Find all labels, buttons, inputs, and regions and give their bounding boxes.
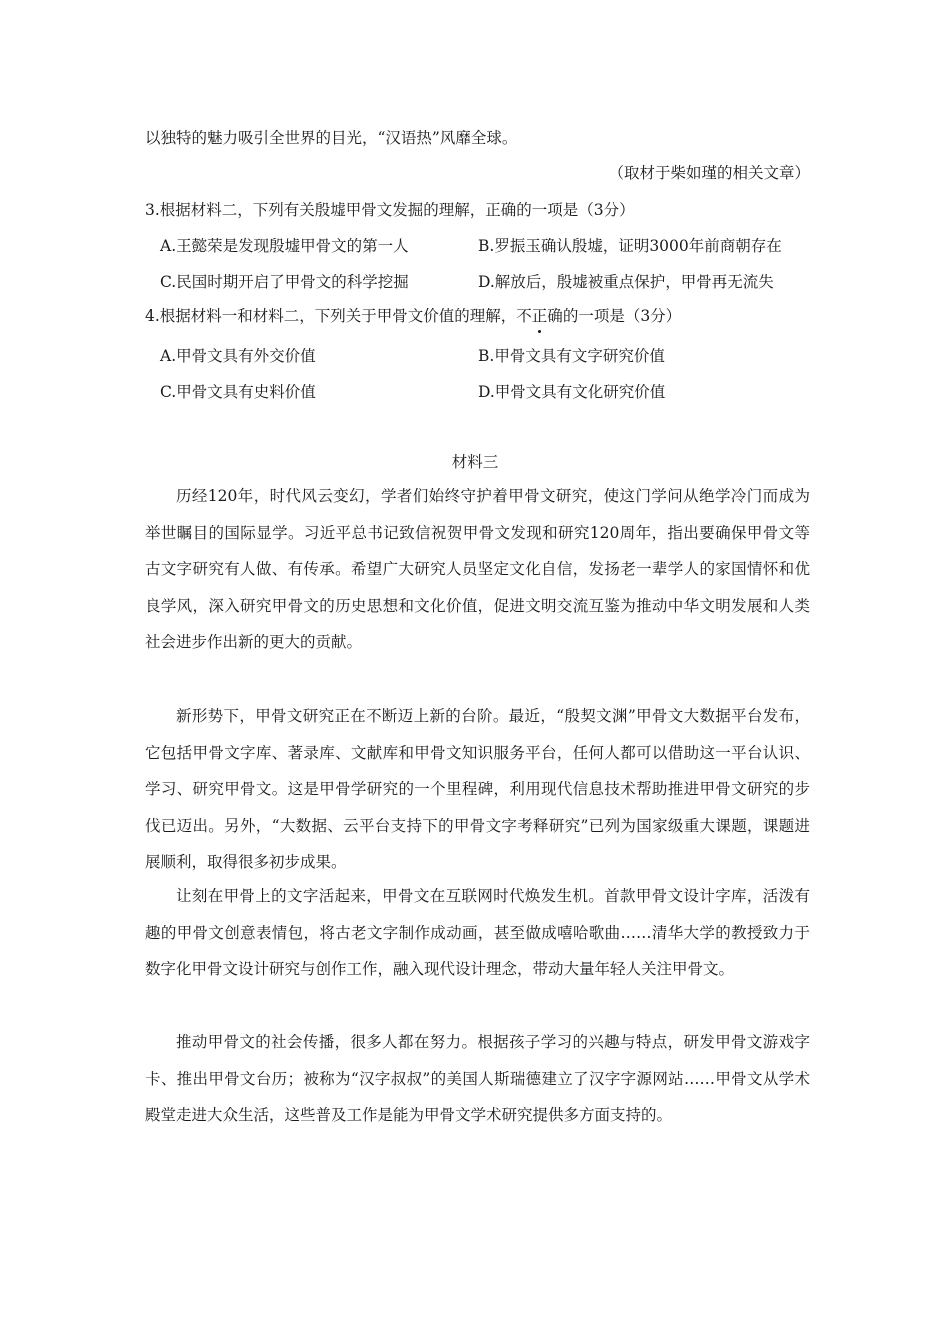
- source-note: （取材于柴如瑾的相关文章）: [608, 164, 810, 182]
- material-3-paragraph-4: 推动甲骨文的社会传播，很多人都在努力。根据孩子学习的兴趣与特点，研发甲骨文游戏字卡、推出甲骨文台历；被称为“汉字叔叔”的美国人斯瑞德建立了汉字字源网站……甲骨文从学术殿堂走进大众生活，这些普及工作是能为甲骨文学术研究提供多方面支持的。: [145, 1033, 810, 1124]
- question-3-option-d: D.解放后，殷墟被重点保护，甲骨再无流失: [478, 273, 774, 291]
- material-3-paragraph-3: 让刻在甲骨上的文字活起来，甲骨文在互联网时代焕发生机。首款甲骨文设计字库，活泼有趣的甲骨文创意表情包，将古老文字制作成动画，甚至做成嘻哈歌曲……清华大学的教授致力于数字化甲骨文设计研究与创作工作，融入现代设计理念，带动大量年轻人关注甲骨文。: [145, 887, 810, 978]
- question-3-option-c: C.民国时期开启了甲骨文的科学挖掘: [160, 273, 409, 291]
- question-4-stem-suffix: 的一项是（3分）: [562, 307, 682, 325]
- question-4-option-b: B.甲骨文具有文字研究价值: [478, 347, 665, 365]
- material-3-paragraph-2: 新形势下，甲骨文研究正在不断迈上新的台阶。最近，“殷契文渊”甲骨文大数据平台发布，它包括甲骨文字库、著录库、文献库和甲骨文知识服务平台，任何人都可以借助这一平台认识、学习、研究甲骨文。这是甲骨学研究的一个里程碑，利用现代信息技术帮助推进甲骨文研究的步伐已迈出。另外，“大数据、云平台支持下的甲骨文字考释研究”已列为国家级重大课题，课题进展顺利，取得很多初步成果。: [145, 707, 810, 871]
- material-3-paragraph-1: 历经120年，时代风云变幻，学者们始终守护着甲骨文研究，使这门学问从绝学冷门而成为举世瞩目的国际显学。习近平总书记致信祝贺甲骨文发现和研究120周年，指出要确保甲骨文等古文字研究有人做、有传承。希望广大研究人员坚定文化自信，发扬老一辈学人的家国情怀和优良学风，深入研究甲骨文的历史思想和文化价值，促进文明交流互鉴为推动中华文明发展和人类社会进步作出新的更大的贡献。: [145, 487, 810, 651]
- question-4-stem-emphasis: 不正确: [516, 307, 563, 325]
- question-4-option-d: D.甲骨文具有文化研究价值: [478, 383, 666, 401]
- material-3-title: 材料三: [451, 453, 499, 471]
- question-3-stem: 3.根据材料二，下列有关殷墟甲骨文发掘的理解，正确的一项是（3分）: [145, 201, 635, 219]
- question-4-stem: [145, 306, 681, 326]
- question-4-option-a: A.甲骨文具有外交价值: [160, 347, 316, 365]
- question-4-stem-prefix: 4.根据材料一和材料二，下列关于甲骨文价值的理解，: [145, 307, 517, 325]
- question-3-option-a: A.王懿荣是发现殷墟甲骨文的第一人: [160, 237, 409, 255]
- question-3-option-b: B.罗振玉确认殷墟，证明3000年前商朝存在: [478, 237, 782, 255]
- intro-line: 以独特的魅力吸引全世界的目光，“汉语热”风靡全球。: [145, 129, 518, 147]
- question-4-option-c: C.甲骨文具有史料价值: [160, 383, 316, 401]
